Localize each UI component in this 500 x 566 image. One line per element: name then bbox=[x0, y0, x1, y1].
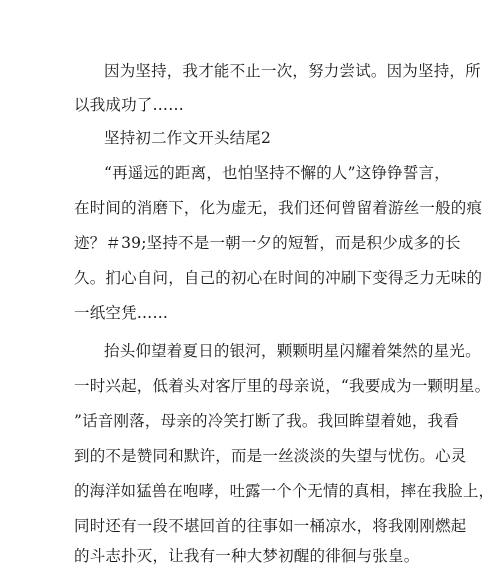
text-line-15: 的斗志扑灭，让我有一种大梦初醒的徘徊与张皇。 bbox=[74, 547, 420, 565]
text-line-5: 在时间的消磨下，化为虚无，我们还何曾留着游丝一般的痕 bbox=[74, 199, 483, 217]
text-line-10: 一时兴起，低着头对客厅里的母亲说，“我要成为一颗明星。 bbox=[74, 377, 491, 395]
text-line-8: 一纸空凭…… bbox=[74, 304, 169, 322]
text-line-13: 的海洋如猛兽在咆哮，吐露一个个无情的真相，摔在我脸上， bbox=[74, 482, 495, 500]
text-line-7: 久。扪心自问，自己的初心在时间的冲刷下变得乏力无味的 bbox=[74, 269, 483, 287]
text-line-14: 同时还有一段不堪回首的往事如一桶凉水，将我刚刚燃起 bbox=[74, 517, 467, 535]
text-line-1: 因为坚持，我才能不止一次，努力尝试。因为坚持，所 bbox=[104, 62, 481, 80]
text-line-9: 抬头仰望着夏日的银河，颗颗明星闪耀着桀然的星光。 bbox=[104, 342, 481, 360]
section-heading: 坚持初二作文开头结尾2 bbox=[104, 129, 272, 147]
text-line-4: “再遥远的距离，也怕坚持不懈的人”这铮铮誓言， bbox=[104, 164, 450, 182]
text-line-12: 到的不是赞同和默许，而是一丝淡淡的失望与忧伤。心灵 bbox=[74, 447, 467, 465]
text-line-11: ”话音刚落，母亲的冷笑打断了我。我回眸望着她，我看 bbox=[74, 412, 459, 430]
text-line-6: 迹？＃39;坚持不是一朝一夕的短暂，而是积少成多的长 bbox=[74, 234, 461, 252]
text-line-2: 以我成功了…… bbox=[74, 96, 184, 114]
